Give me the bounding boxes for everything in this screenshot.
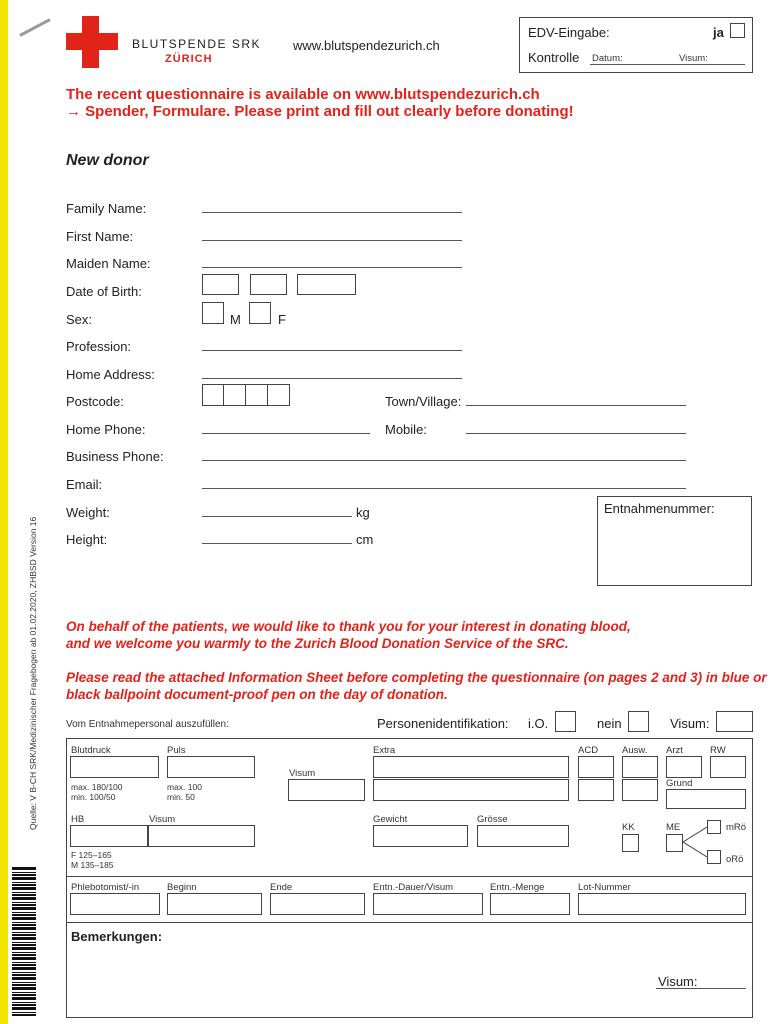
ausw-label: Ausw. bbox=[622, 745, 648, 756]
puls-label: Puls bbox=[167, 745, 186, 756]
visum-box-staff[interactable] bbox=[716, 711, 753, 732]
visum-box-puls[interactable] bbox=[288, 779, 365, 801]
extra-box-1[interactable] bbox=[373, 756, 569, 778]
weight-label: Weight: bbox=[66, 505, 110, 520]
red-cross-logo-horizontal bbox=[66, 33, 118, 50]
mobile-field[interactable] bbox=[466, 433, 686, 434]
phlebotomist-label: Phlebotomist/-in bbox=[71, 882, 140, 893]
mro-checkbox[interactable] bbox=[707, 820, 721, 834]
oro-checkbox[interactable] bbox=[707, 850, 721, 864]
instructions-line-2: black ballpoint document-proof pen on the day of donation. bbox=[66, 687, 448, 702]
form-title: New donor bbox=[66, 152, 149, 169]
yellow-edge-strip bbox=[0, 0, 8, 1024]
groesse-box[interactable] bbox=[477, 825, 569, 847]
divider-1 bbox=[66, 876, 753, 877]
postcode-digit-4[interactable] bbox=[267, 384, 290, 406]
maiden-name-field[interactable] bbox=[202, 267, 462, 268]
me-box[interactable] bbox=[666, 834, 683, 852]
kontrolle-line[interactable] bbox=[590, 64, 745, 65]
sex-f-checkbox[interactable] bbox=[249, 302, 271, 324]
height-field[interactable] bbox=[202, 543, 352, 544]
puls-max: max. 100 bbox=[167, 782, 202, 792]
source-version-text: Quelle: V B-CH SRK/Medizinischer Fragebogen ab 01.02.2020, ZHBSD Version 16 bbox=[28, 516, 38, 830]
notice-line-1: The recent questionnaire is available on www.blutspendezurich.ch bbox=[66, 86, 540, 103]
weight-field[interactable] bbox=[202, 516, 352, 517]
postcode-digit-3[interactable] bbox=[245, 384, 268, 406]
entnahmenummer-label: Entnahmenummer: bbox=[604, 501, 715, 516]
home-phone-label: Home Phone: bbox=[66, 422, 146, 437]
dob-label: Date of Birth: bbox=[66, 284, 142, 299]
profession-label: Profession: bbox=[66, 339, 132, 354]
nein-checkbox[interactable] bbox=[628, 711, 649, 732]
nein-label: nein bbox=[597, 716, 622, 731]
personen-label: Personenidentifikation: bbox=[377, 716, 509, 731]
mro-label: mRö bbox=[726, 822, 747, 833]
business-phone-label: Business Phone: bbox=[66, 449, 164, 464]
kontrolle-label: Kontrolle bbox=[528, 50, 580, 65]
visum-label-bottom: Visum: bbox=[658, 974, 698, 989]
extra-box-2[interactable] bbox=[373, 779, 569, 801]
stamp-mark bbox=[19, 18, 50, 37]
blutdruck-min: min. 100/50 bbox=[71, 792, 116, 802]
acd-label: ACD bbox=[578, 745, 599, 756]
gewicht-label: Gewicht bbox=[373, 814, 408, 825]
dob-year-box[interactable] bbox=[297, 274, 356, 295]
me-branch-connector bbox=[683, 824, 707, 860]
email-label: Email: bbox=[66, 477, 103, 492]
ausw-box-1[interactable] bbox=[622, 756, 658, 778]
blutdruck-box[interactable] bbox=[70, 756, 159, 778]
notice-line-2: → Spender, Formulare. Please print and fill out clearly before donating! bbox=[66, 103, 574, 120]
hb-label: HB bbox=[71, 814, 85, 825]
me-label: ME bbox=[666, 822, 681, 833]
grund-box[interactable] bbox=[666, 789, 746, 809]
visum-label-staff: Visum: bbox=[670, 716, 710, 731]
arzt-box[interactable] bbox=[666, 756, 702, 778]
lot-label: Lot-Nummer bbox=[578, 882, 631, 893]
ausw-box-2[interactable] bbox=[622, 779, 658, 801]
lot-box[interactable] bbox=[578, 893, 746, 915]
instructions-line-1: Please read the attached Information Sheet before completing the questionnaire (on pages 2 and 3) in blue or bbox=[66, 670, 767, 685]
brand-name: BLUTSPENDE SRK bbox=[132, 37, 262, 51]
puls-box[interactable] bbox=[167, 756, 255, 778]
dob-month-box[interactable] bbox=[250, 274, 287, 295]
kk-box[interactable] bbox=[622, 834, 639, 852]
sex-label: Sex: bbox=[66, 312, 93, 327]
ende-box[interactable] bbox=[270, 893, 365, 915]
extra-label: Extra bbox=[373, 745, 396, 756]
sex-m-label: M bbox=[230, 312, 241, 327]
first-name-label: First Name: bbox=[66, 229, 134, 244]
visum-box-hb[interactable] bbox=[148, 825, 255, 847]
kk-label: KK bbox=[622, 822, 635, 833]
height-unit: cm bbox=[356, 532, 374, 547]
thanks-line-2: and we welcome you warmly to the Zurich Blood Donation Service of the SRC. bbox=[66, 636, 569, 651]
weight-unit: kg bbox=[356, 505, 370, 520]
maiden-name-label: Maiden Name: bbox=[66, 256, 151, 271]
acd-box-2[interactable] bbox=[578, 779, 614, 801]
beginn-box[interactable] bbox=[167, 893, 262, 915]
arzt-label: Arzt bbox=[666, 745, 683, 756]
hb-female-range: F 125–165 bbox=[71, 850, 112, 860]
ende-label: Ende bbox=[270, 882, 293, 893]
home-phone-field[interactable] bbox=[202, 433, 370, 434]
edv-ja: ja bbox=[713, 25, 724, 40]
home-address-field[interactable] bbox=[202, 378, 462, 379]
entn-dauer-box[interactable] bbox=[373, 893, 483, 915]
hb-box[interactable] bbox=[70, 825, 148, 847]
website-header: www.blutspendezurich.ch bbox=[293, 38, 440, 53]
email-field[interactable] bbox=[202, 488, 686, 489]
edv-label: EDV-Eingabe: bbox=[528, 25, 610, 40]
thanks-line-1: On behalf of the patients, we would like to thank you for your interest in donating blood, bbox=[66, 619, 631, 634]
home-address-label: Home Address: bbox=[66, 367, 155, 382]
family-name-label: Family Name: bbox=[66, 201, 147, 216]
datum-label: Datum: bbox=[592, 53, 623, 64]
bemerkungen-label: Bemerkungen: bbox=[71, 929, 163, 944]
visum-line-bottom[interactable] bbox=[656, 988, 746, 989]
family-name-field[interactable] bbox=[202, 212, 462, 213]
town-label: Town/Village: bbox=[385, 394, 462, 409]
town-field[interactable] bbox=[466, 405, 686, 406]
visum-label-header: Visum: bbox=[679, 53, 708, 64]
io-checkbox[interactable] bbox=[555, 711, 576, 732]
acd-box-1[interactable] bbox=[578, 756, 614, 778]
gewicht-box[interactable] bbox=[373, 825, 468, 847]
hb-male-range: M 135–185 bbox=[71, 860, 114, 870]
sex-f-label: F bbox=[278, 312, 286, 327]
mobile-label: Mobile: bbox=[385, 422, 427, 437]
rw-label: RW bbox=[710, 745, 726, 756]
io-label: i.O. bbox=[528, 716, 549, 731]
rw-box[interactable] bbox=[710, 756, 746, 778]
visum-label-puls: Visum bbox=[289, 768, 316, 779]
postcode-label: Postcode: bbox=[66, 394, 124, 409]
height-label: Height: bbox=[66, 532, 108, 547]
grund-label: Grund bbox=[666, 778, 693, 789]
entn-menge-label: Entn.-Menge bbox=[490, 882, 545, 893]
business-phone-field[interactable] bbox=[202, 460, 686, 461]
blutdruck-max: max. 180/100 bbox=[71, 782, 123, 792]
puls-min: min. 50 bbox=[167, 792, 195, 802]
profession-field[interactable] bbox=[202, 350, 462, 351]
phlebotomist-box[interactable] bbox=[70, 893, 160, 915]
postcode-digit-1[interactable] bbox=[202, 384, 224, 406]
dob-day-box[interactable] bbox=[202, 274, 239, 295]
sex-m-checkbox[interactable] bbox=[202, 302, 224, 324]
entn-dauer-label: Entn.-Dauer/Visum bbox=[373, 882, 454, 893]
barcode bbox=[12, 866, 36, 1016]
oro-label: oRö bbox=[726, 854, 744, 865]
brand-city: ZÜRICH bbox=[165, 53, 213, 65]
beginn-label: Beginn bbox=[167, 882, 197, 893]
blutdruck-label: Blutdruck bbox=[71, 745, 111, 756]
postcode-digit-2[interactable] bbox=[223, 384, 246, 406]
groesse-label: Grösse bbox=[477, 814, 508, 825]
divider-2 bbox=[66, 922, 753, 923]
visum-label-hb: Visum bbox=[149, 814, 176, 825]
first-name-field[interactable] bbox=[202, 240, 462, 241]
entn-menge-box[interactable] bbox=[490, 893, 570, 915]
staff-intro: Vom Entnahmepersonal auszufüllen: bbox=[66, 719, 229, 730]
edv-checkbox[interactable] bbox=[730, 23, 745, 38]
